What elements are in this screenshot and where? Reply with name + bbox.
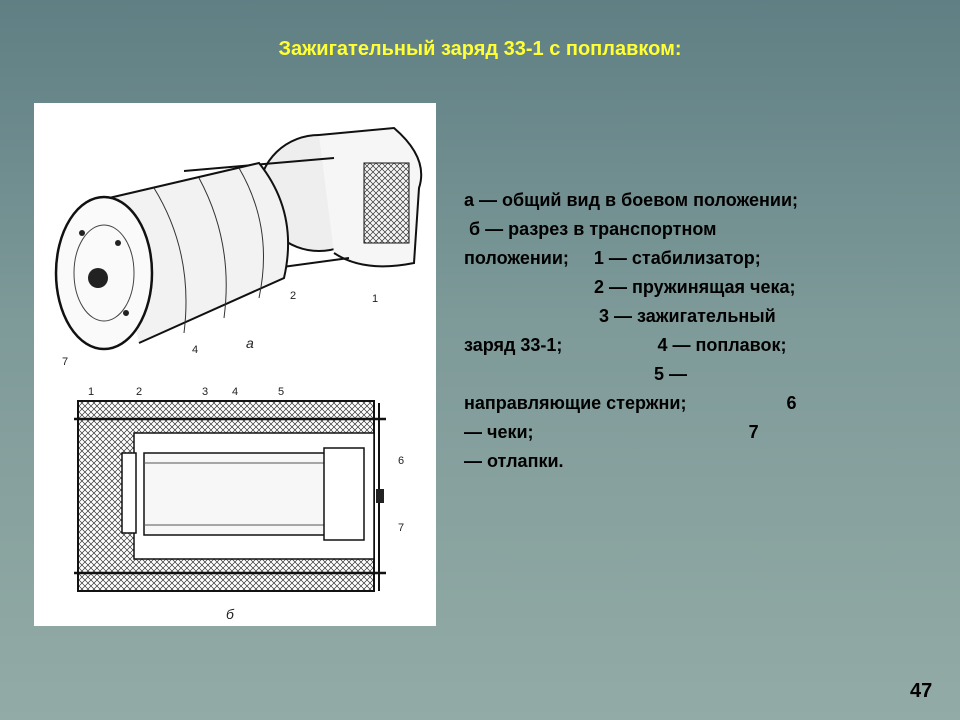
technical-drawing (34, 103, 436, 626)
page-number: 47 (910, 680, 933, 702)
label-4-top: 4 (192, 344, 199, 356)
caption-line: 5 — (464, 364, 688, 384)
caption-line: 3 — зажигательный (464, 306, 776, 326)
label-a: а (246, 335, 254, 351)
label-5-section: 5 (278, 386, 285, 398)
label-2-top: 2 (290, 290, 297, 302)
label-3-section: 3 (202, 386, 209, 398)
label-7-section: 7 (398, 522, 405, 534)
label-4-section: 4 (232, 386, 239, 398)
caption-text (464, 186, 942, 476)
label-6-section: 6 (398, 455, 405, 467)
caption-line: заряд 33-1; 4 — поплавок; (464, 335, 787, 355)
caption-line: а — общий вид в боевом положении; (464, 190, 799, 210)
section-view (74, 401, 386, 591)
label-7-top: 7 (62, 356, 69, 368)
slide-title: Зажигательный заряд 33-1 с поплавком: (278, 38, 682, 60)
caption-line: — отлапки. (464, 451, 564, 471)
caption-line: б — разрез в транспортном (464, 219, 717, 239)
caption-line: положении; 1 — стабилизатор; (464, 248, 761, 268)
caption-line: — чеки; 7 (464, 422, 759, 442)
label-b: б (226, 606, 234, 622)
drawing-svg (34, 103, 436, 626)
label-1-top: 1 (372, 293, 379, 305)
caption-line: 2 — пружинящая чека; (464, 277, 796, 297)
label-2-section: 2 (136, 386, 143, 398)
caption-line: направляющие стержни; 6 (464, 393, 797, 413)
general-view (56, 128, 421, 349)
label-1-section: 1 (88, 386, 95, 398)
